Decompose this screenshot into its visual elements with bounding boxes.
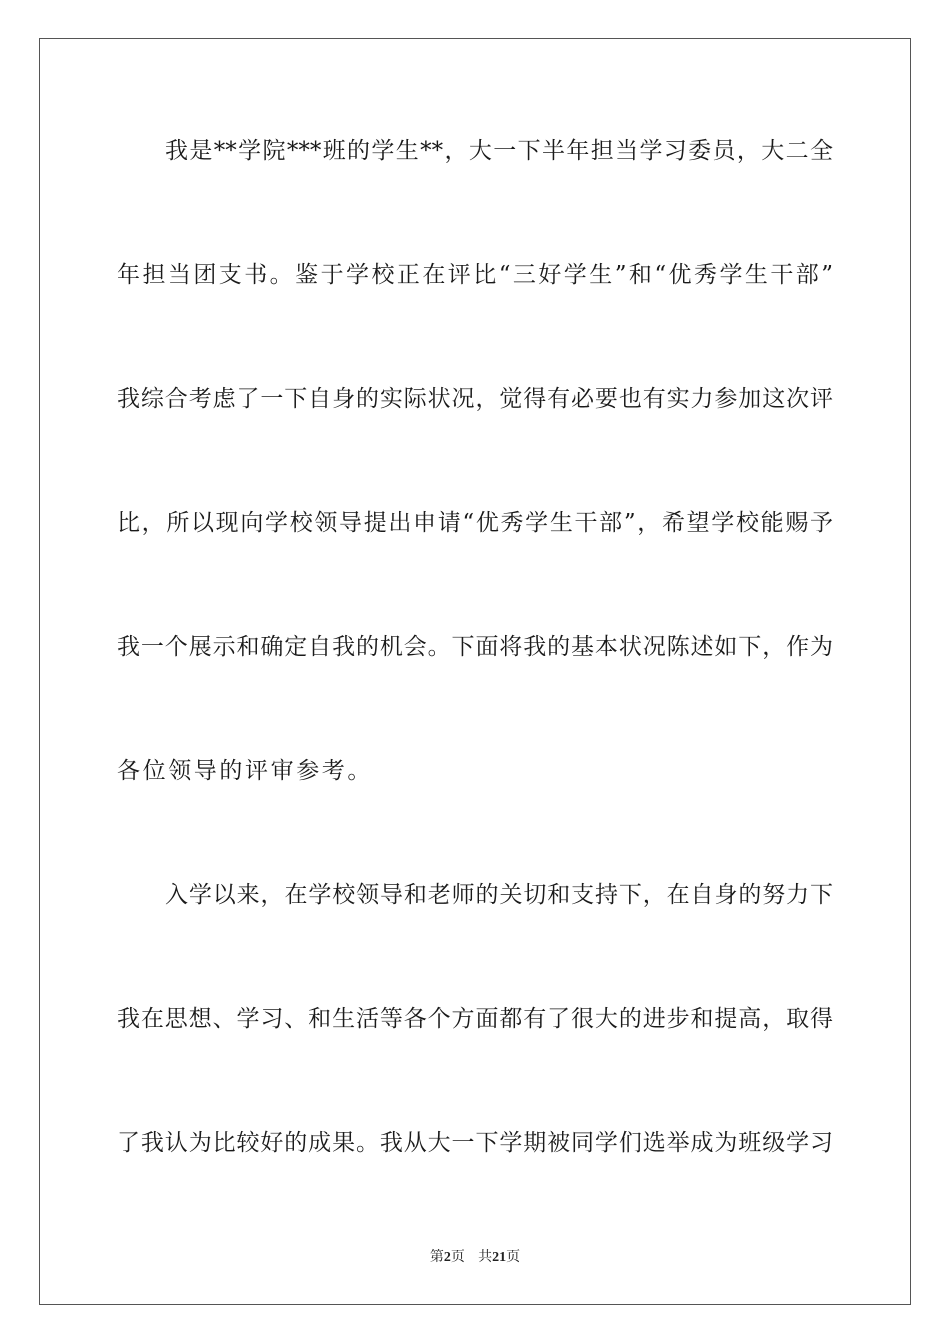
paragraph-2-line-1: 入学以来，在学校领导和老师的关切和支持下，在自身的努力下 [165, 882, 833, 908]
paragraph-1-line-5: 我一个展示和确定自我的机会。下面将我的基本状况陈述如下，作为 [117, 634, 833, 660]
footer-total-pages: 21 [492, 1250, 507, 1265]
document-body [117, 126, 833, 1242]
paragraph-1-line-3: 我综合考虑了一下自身的实际状况，觉得有必要也有实力参加这次评 [117, 386, 833, 412]
paragraph-1-line-2: 年担当团支书。鉴于学校正在评比“三好学生”和“优秀学生干部” [117, 262, 833, 288]
footer-page-prefix: 第 [429, 1249, 444, 1265]
paragraph-2-line-2: 我在思想、学习、和生活等各个方面都有了很大的进步和提高，取得 [117, 1006, 833, 1032]
footer-total-prefix: 共 [478, 1249, 493, 1265]
page-footer [0, 1247, 950, 1268]
footer-page-number: 2 [443, 1250, 451, 1265]
paragraph-1-line-4: 比，所以现向学校领导提出申请“优秀学生干部”，希望学校能赐予 [117, 510, 833, 536]
footer-total-suffix: 页 [506, 1249, 521, 1265]
paragraph-1-line-1: 我是**学院***班的学生**，大一下半年担当学习委员，大二全 [165, 138, 833, 164]
paragraph-1-line-6: 各位领导的评审参考。 [117, 758, 373, 784]
paragraph-2-line-3: 了我认为比较好的成果。我从大一下学期被同学们选举成为班级学习 [117, 1130, 833, 1156]
footer-page-suffix: 页 [450, 1249, 465, 1265]
